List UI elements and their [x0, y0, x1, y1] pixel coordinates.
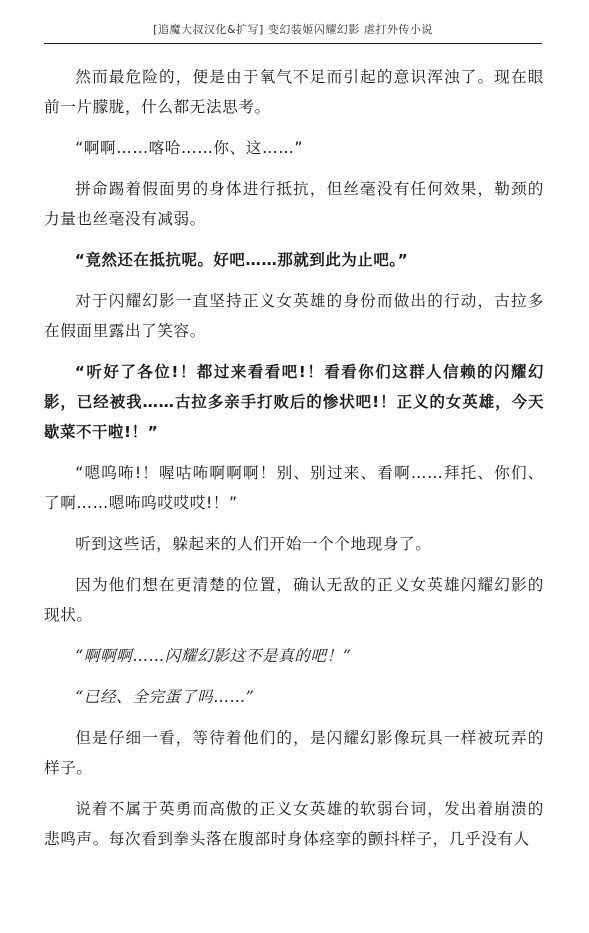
paragraph-dialogue-italic: “已经、全完蛋了吗……” — [75, 688, 255, 706]
paragraph-dialogue-bold: “听好了各位!！都过来看看吧!！看看你们这群人信赖的闪耀幻影，已经被我……古拉多亲手打败后的惨状吧!！正义的女英雄，今天歇菜不干啦!！” — [44, 363, 544, 441]
paragraph-dialogue-italic: “啊啊啊……闪耀幻影这不是真的吧！” — [75, 647, 352, 665]
paragraph: 听到这些话，躲起来的人们开始一个个地现身了。 — [75, 535, 432, 553]
header-divider — [44, 43, 542, 44]
paragraph: 对于闪耀幻影一直坚持正义女英雄的身份而做出的行动，古拉多在假面里露出了笑容。 — [44, 292, 544, 340]
paragraph-dialogue: “啊啊……喀哈……你、这……” — [75, 139, 304, 157]
body-text — [44, 62, 544, 865]
paragraph-dialogue: “嗯呜咘!！喔咕咘啊啊啊！别、别过来、看啊……拜托、你们、了啊……嗯咘呜哎哎哎!！” — [44, 464, 544, 512]
paragraph: 因为他们想在更清楚的位置，确认无敌的正义女英雄闪耀幻影的现状。 — [44, 576, 544, 624]
paragraph: 然而最危险的，便是由于氧气不足而引起的意识浑浊了。现在眼前一片朦胧，什么都无法思考。 — [44, 68, 544, 116]
paragraph: 说着不属于英勇而高傲的正义女英雄的软弱台词，发出着崩溃的悲鸣声。每次看到拳头落在腹部时身体痉挛的颤抖样子，几乎没有人 — [44, 800, 544, 848]
paragraph: 拼命踢着假面男的身体进行抵抗，但丝毫没有任何效果，勒颈的力量也丝毫没有减弱。 — [44, 180, 544, 228]
running-header: [追魔大叔汉化&扩写] 变幻装姬闪耀幻影 虐打外传小说 — [153, 23, 433, 36]
paragraph: 但是仔细一看，等待着他们的，是闪耀幻影像玩具一样被玩弄的样子。 — [44, 729, 544, 777]
paragraph-dialogue-bold: “竟然还在抵抗呢。好吧……那就到此为止吧。” — [74, 251, 409, 269]
